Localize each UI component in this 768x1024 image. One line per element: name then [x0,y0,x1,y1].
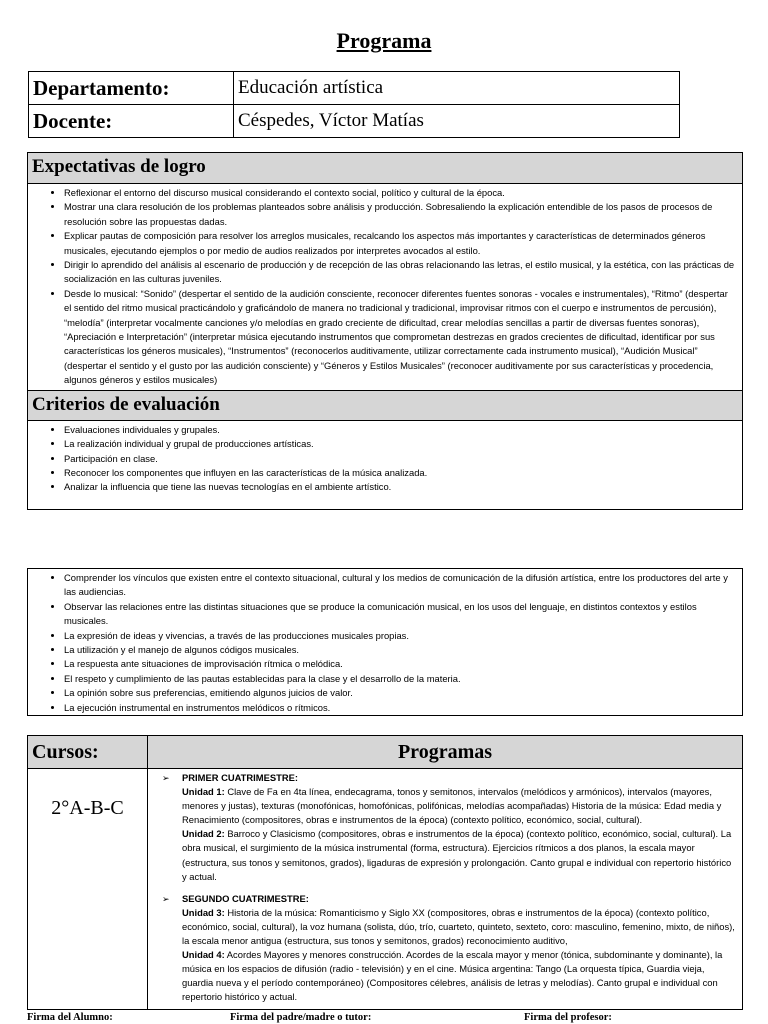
list-item: • La expresión de ideas y vivencias, a través de las producciones musicales propias. [64,629,736,643]
curso-value: 2°A-B-C [28,769,148,1010]
firma-padre: Firma del padre/madre o tutor: [230,1012,372,1023]
expectativas-list [28,184,742,390]
unit-text: Acordes Mayores y menores construcción. Acordes de la escala mayor y menor (tónica, subdominante y dominante), la música en los espacios de difusión (radio - televisión) y en el cine. Música argentina: Tango (La orquesta típica, Guardia vieja, guardia nueva y el período contemporáneo) (Compositores célebres, análisis de letras y melodías). Canto grupal e individual con repertorio histórico y actual. [182,949,723,1003]
criterios-list [28,421,742,497]
list-item: • Evaluaciones individuales y grupales. [64,423,736,437]
primer-cuatrimestre [162,771,736,884]
list-item: • Comprender los vínculos que existen entre el contexto situacional, cultural y los medios de comunicación de la difusión artística, entre los productores del arte y las audiencias. [64,571,736,600]
docente-value: Céspedes, Víctor Matías [234,105,680,138]
departamento-row [29,72,680,105]
list-item: • La realización individual y grupal de producciones artísticas. [64,437,736,451]
list-item: • Mostrar una clara resolución de los problemas planteados sobre análisis y producción. Sobresaliendo la explicación entendible de los pasos de procesos de resolución sobre las propuestas dadas. [64,200,736,229]
list-item: • Analizar la influencia que tiene las nuevas tecnologías en el ambiente artístico. [64,480,736,494]
firma-alumno: Firma del Alumno: [27,1012,113,1023]
arrow-bullet-icon: ➢ [162,773,170,783]
page-title: Programa [336,28,432,53]
list-item: • La utilización y el manejo de algunos códigos musicales. [64,643,736,657]
info-table [28,71,680,138]
segundo-cuatrimestre [162,892,736,1005]
list-item: • Dirigir lo aprendido del análisis al escenario de producción y de recepción de las obras relacionando las letras, el estilo musical, y la estética, con las prácticas de socialización en las culturas juveniles. [64,258,736,287]
criterios-heading: Criterios de evaluación [28,390,742,421]
list-item: • Reconocer los componentes que influyen en las características de la música analizada. [64,466,736,480]
docente-row [29,105,680,138]
unit-label: Unidad 1: [182,786,225,798]
signature-row [0,1012,768,1024]
programa-content [148,769,743,1010]
semester-title: SEGUNDO CUATRIMESTRE: [182,892,309,904]
list-item: • Observar las relaciones entre las distintas situaciones que se produce la comunicación musical, en los usos del lenguaje, en distintos contextos y estilos musicales. [64,600,736,629]
unit-text: Historia de la música: Romanticismo y Siglo XX (compositores, obras e instrumentos de la época) (contexto político, económico, social, cultural), la voz humana (solista, dúo, trío, cuarteto, quinteto, sexteto, coro: masculino, femenino, mixto, de niños), la escala menor antigua (estructura, sus tonos y semitonos, grados) reconocimiento auditivo, [182,906,735,947]
programas-heading: Programas [148,736,743,769]
list-item: • La respuesta ante situaciones de improvisación rítmica o melódica. [64,657,736,671]
list-item: • Reflexionar el entorno del discurso musical considerando el contexto social, político y cultural de la época. [64,186,736,200]
programas-table [27,735,743,1010]
unit-3 [182,906,736,948]
list-item: • La opinión sobre sus preferencias, emitiendo algunos juicios de valor. [64,686,736,700]
unit-label: Unidad 2: [182,828,225,840]
list-item: • La ejecución instrumental en instrumentos melódicos o rítmicos. [64,701,736,715]
expectativas-criterios-box [27,152,743,510]
competencias-box [27,568,743,716]
list-item: • Desde lo musical: “Sonido” (despertar el sentido de la audición consciente, reconocer diferentes fuentes sonoras - vocales e instrumentales), “Ritmo” (despertar el sentido del ritmo musical practicándolo y graficándolo de manera no tradicional y tradicional, improvisar ritmos con el cuerpo e instrumentos de percusión), “melodía” (interpretar vocalmente canciones y/o melodías en grado creciente de dificultad, crear melodías sencillas a partir de diversas fuentes sonoras), “Apreciación e Interpretación” (interpretar música ejecutando instrumentos que comprometan destrezas en grados crecientes de dificultad, identificar por sus características los géneros musicales), “Instrumentos” (reconocerlos auditivamente, utilizar correctamente cada instrumento musical), “Audición Musical” (despertar el sentido y el gusto por las audición consciente) y “Géneros y Estilos Musicales” (reconocer auditivamente por sus características y procedencia, algunos géneros y estilos musicales) [64,287,736,388]
unit-text: Clave de Fa en 4ta línea, endecagrama, tonos y semitonos, intervalos (melódicos y armónicos), intervalos (mayores, menores y justas), texturas (monofónicas, homofónicas, polifónicas, melodías acompañadas) Historia de la música: Edad media y Renacimiento (compositores, obras e instrumentos de la época) (contexto político, económico, social, cultural). [182,786,722,826]
firma-profesor: Firma del profesor: [524,1012,612,1023]
unit-text: Barroco y Clasicismo (compositores, obras e instrumentos de la época) (contexto político, económico, social, cultural). La obra musical, el surgimiento de la música instrumental (forma, estructura). Ejercicios rítmicos a dos planos, la escala mayor (estructura, sus tonos y semitonos, grados), ligaduras de expresión y prolongación. Canto grupal e individual con repertorio histórico y actual. [182,828,732,882]
list-item: • Explicar pautas de composición para resolver los arreglos musicales, recalcando los aspectos más importantes y características de determinados géneros musicales, ejecutando ejemplos o por medio de audios realizados por interpretes avocados al estilo. [64,229,736,258]
unit-1 [182,785,736,827]
expectativas-heading: Expectativas de logro [28,153,742,184]
docente-label: Docente: [29,105,234,138]
semester-title: PRIMER CUATRIMESTRE: [182,772,298,783]
departamento-label: Departamento: [29,72,234,105]
cursos-heading: Cursos: [28,736,148,769]
list-item: • El respeto y cumplimiento de las pautas establecidas para la clase y el desarrollo de la materia. [64,672,736,686]
list-item: • Participación en clase. [64,452,736,466]
unit-label: Unidad 3: [182,906,225,918]
unit-label: Unidad 4: [182,949,225,961]
arrow-bullet-icon: ➢ [162,893,170,904]
departamento-value: Educación artística [234,72,680,105]
unit-4 [182,948,736,1004]
unit-2 [182,827,736,883]
competencias-list [28,569,742,717]
